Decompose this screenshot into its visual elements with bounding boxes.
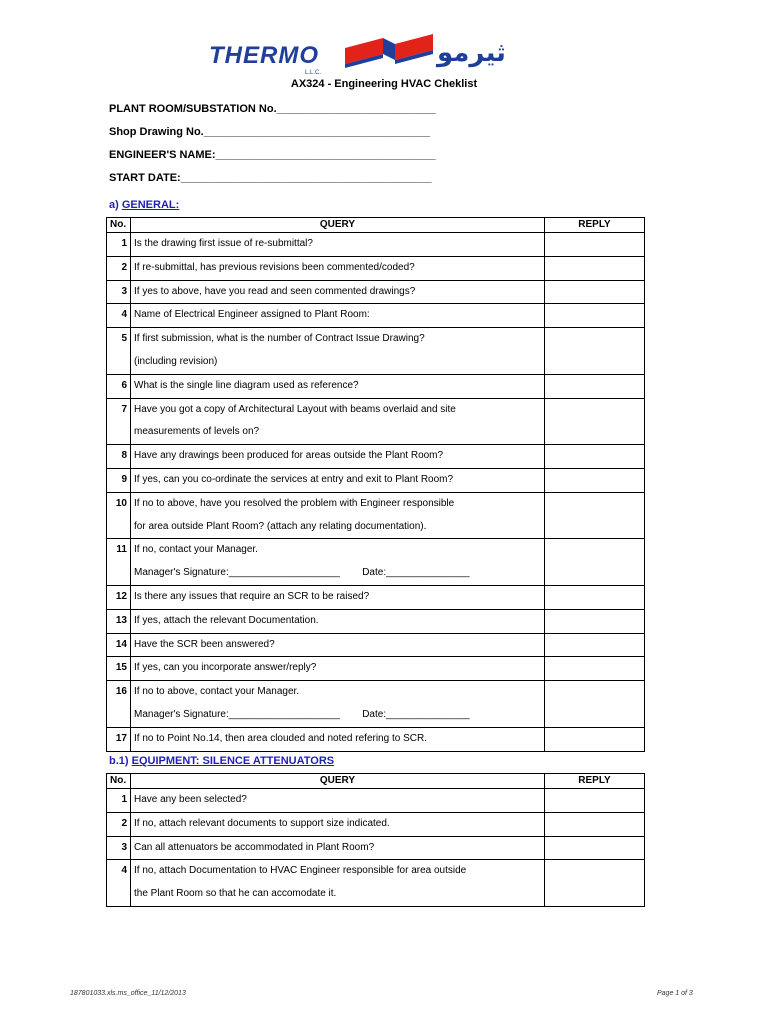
query-text: If first submission, what is the number of Contract Issue Drawing? xyxy=(134,333,425,345)
row-number: 3 xyxy=(107,280,131,304)
table-row xyxy=(107,789,645,813)
reply-cell[interactable] xyxy=(545,681,645,728)
query-text: Name of Electrical Engineer assigned to Plant Room: xyxy=(134,309,370,321)
query-text: the Plant Room so that he can accomodate it. xyxy=(134,888,337,900)
footer-filename: 187801033.xls.ms_office_11/12/2013 xyxy=(70,990,186,997)
reply-cell[interactable] xyxy=(545,727,645,751)
query-text: If yes to above, have you read and seen commented drawings? xyxy=(134,285,416,297)
query-text: Have any drawings been produced for areas outside the Plant Room? xyxy=(134,450,444,462)
query-text: If no to above, contact your Manager. xyxy=(134,686,300,698)
query-text: Manager's Signature:____________________ Date:_______________ xyxy=(134,567,470,579)
query-cell xyxy=(131,398,545,445)
query-text: Is the drawing first issue of re-submittal? xyxy=(134,238,313,249)
row-number: 12 xyxy=(107,585,131,609)
reply-cell[interactable] xyxy=(545,328,645,375)
row-number: 2 xyxy=(107,812,131,836)
table-row xyxy=(107,860,645,907)
document-title: AX324 - Engineering HVAC Cheklist xyxy=(290,78,478,90)
query-cell xyxy=(131,256,545,280)
logo-name-en: THERMO xyxy=(209,42,319,69)
table-row xyxy=(107,468,645,492)
query-text: If no to above, have you resolved the problem with Engineer responsible xyxy=(134,497,455,509)
row-number: 6 xyxy=(107,374,131,398)
plant-room-field: PLANT ROOM/SUBSTATION No.__________________________ xyxy=(109,103,436,115)
reply-cell[interactable] xyxy=(545,280,645,304)
header-reply: REPLY xyxy=(545,774,645,789)
query-cell xyxy=(131,836,545,860)
reply-cell[interactable] xyxy=(545,633,645,657)
table-row xyxy=(107,328,645,375)
table-row xyxy=(107,836,645,860)
table-row xyxy=(107,727,645,751)
row-number: 4 xyxy=(107,860,131,907)
row-number: 8 xyxy=(107,445,131,469)
query-cell xyxy=(131,585,545,609)
row-number: 16 xyxy=(107,681,131,728)
table-row xyxy=(107,585,645,609)
query-cell xyxy=(131,374,545,398)
table-row xyxy=(107,539,645,586)
row-number: 1 xyxy=(107,789,131,813)
footer-page-number: Page 1 of 3 xyxy=(657,990,693,997)
query-text: Is there any issues that require an SCR to be raised? xyxy=(134,590,370,602)
table-header-row xyxy=(107,774,645,789)
query-cell xyxy=(131,445,545,469)
reply-cell[interactable] xyxy=(545,860,645,907)
table-row xyxy=(107,633,645,657)
reply-cell[interactable] xyxy=(545,256,645,280)
row-number: 10 xyxy=(107,492,131,539)
general-checklist-table xyxy=(106,217,645,752)
table-row xyxy=(107,374,645,398)
header-query: QUERY xyxy=(131,774,545,789)
table-row xyxy=(107,280,645,304)
logo-ltd: L.L.C. xyxy=(305,70,322,76)
section-b1-title xyxy=(109,755,334,767)
row-number: 17 xyxy=(107,727,131,751)
row-number: 2 xyxy=(107,256,131,280)
query-text: measurements of levels on? xyxy=(134,426,260,438)
header-no: No. xyxy=(107,218,131,233)
reply-cell[interactable] xyxy=(545,445,645,469)
query-cell xyxy=(131,539,545,586)
section-a-label: GENERAL: xyxy=(121,199,180,211)
engineer-name-field: ENGINEER'S NAME:____________________________________ xyxy=(109,149,436,161)
query-text: If yes, can you incorporate answer/reply? xyxy=(134,662,317,674)
header-no: No. xyxy=(107,774,131,789)
section-b1-prefix: b.1) xyxy=(109,755,132,767)
query-cell xyxy=(131,727,545,751)
query-text: What is the single line diagram used as reference? xyxy=(134,379,359,391)
company-logo xyxy=(205,28,580,80)
query-text: Have you got a copy of Architectural Layout with beams overlaid and site xyxy=(134,403,456,415)
query-cell xyxy=(131,609,545,633)
reply-cell[interactable] xyxy=(545,492,645,539)
row-number: 9 xyxy=(107,468,131,492)
query-text: Have the SCR been answered? xyxy=(134,638,275,650)
reply-cell[interactable] xyxy=(545,812,645,836)
query-text: Have any been selected? xyxy=(134,794,247,805)
reply-cell[interactable] xyxy=(545,836,645,860)
query-cell xyxy=(131,492,545,539)
row-number: 11 xyxy=(107,539,131,586)
query-cell xyxy=(131,328,545,375)
table-row xyxy=(107,256,645,280)
section-b1-label: EQUIPMENT: SILENCE ATTENUATORS xyxy=(131,755,335,767)
query-text: If no, attach relevant documents to support size indicated. xyxy=(134,817,390,829)
row-number: 1 xyxy=(107,233,131,257)
header-reply: REPLY xyxy=(545,218,645,233)
table-row xyxy=(107,304,645,328)
query-text: If re-submittal, has previous revisions been commented/coded? xyxy=(134,261,415,273)
row-number: 7 xyxy=(107,398,131,445)
row-number: 3 xyxy=(107,836,131,860)
query-text: Manager's Signature:____________________ Date:_______________ xyxy=(134,708,470,720)
reply-cell[interactable] xyxy=(545,657,645,681)
reply-cell[interactable] xyxy=(545,539,645,586)
reply-cell[interactable] xyxy=(545,468,645,492)
query-text: If yes, can you co-ordinate the services at entry and exit to Plant Room? xyxy=(134,473,454,485)
query-cell xyxy=(131,304,545,328)
table-header-row xyxy=(107,218,645,233)
query-cell xyxy=(131,812,545,836)
logo-name-ar: ثيرمو xyxy=(437,38,506,68)
table-row xyxy=(107,492,645,539)
query-text: If yes, attach the relevant Documentation. xyxy=(134,614,319,626)
table-row xyxy=(107,681,645,728)
reply-cell[interactable] xyxy=(545,374,645,398)
query-text: Can all attenuators be accommodated in Plant Room? xyxy=(134,841,375,853)
reply-cell[interactable] xyxy=(545,789,645,813)
query-cell xyxy=(131,280,545,304)
header-query: QUERY xyxy=(131,218,545,233)
reply-cell[interactable] xyxy=(545,304,645,328)
query-cell xyxy=(131,789,545,813)
shop-drawing-field: Shop Drawing No._____________________________________ xyxy=(109,126,431,138)
table-row xyxy=(107,812,645,836)
query-cell xyxy=(131,681,545,728)
query-text: for area outside Plant Room? (attach any relating documentation). xyxy=(134,520,427,532)
query-cell xyxy=(131,633,545,657)
table-row xyxy=(107,398,645,445)
query-text: If no, attach Documentation to HVAC Engineer responsible for area outside xyxy=(134,865,467,877)
reply-cell[interactable] xyxy=(545,398,645,445)
row-number: 15 xyxy=(107,657,131,681)
table-row xyxy=(107,657,645,681)
reply-cell[interactable] xyxy=(545,609,645,633)
start-date-field: START DATE:_________________________________________ xyxy=(109,172,432,184)
section-a-title xyxy=(109,199,179,211)
row-number: 5 xyxy=(107,328,131,375)
query-cell xyxy=(131,468,545,492)
query-cell xyxy=(131,860,545,907)
table-row xyxy=(107,445,645,469)
logo-flag-icon xyxy=(343,34,435,76)
table-row xyxy=(107,609,645,633)
section-a-prefix: a) xyxy=(109,199,122,211)
query-text: If no, contact your Manager. xyxy=(134,544,258,556)
query-cell xyxy=(131,233,545,257)
row-number: 13 xyxy=(107,609,131,633)
reply-cell[interactable] xyxy=(545,585,645,609)
query-text: (including revision) xyxy=(134,355,218,367)
query-cell xyxy=(131,657,545,681)
table-row xyxy=(107,233,645,257)
attenuators-checklist-table xyxy=(106,773,645,907)
reply-cell[interactable] xyxy=(545,233,645,257)
row-number: 4 xyxy=(107,304,131,328)
row-number: 14 xyxy=(107,633,131,657)
query-text: If no to Point No.14, then area clouded and noted refering to SCR. xyxy=(134,732,427,744)
